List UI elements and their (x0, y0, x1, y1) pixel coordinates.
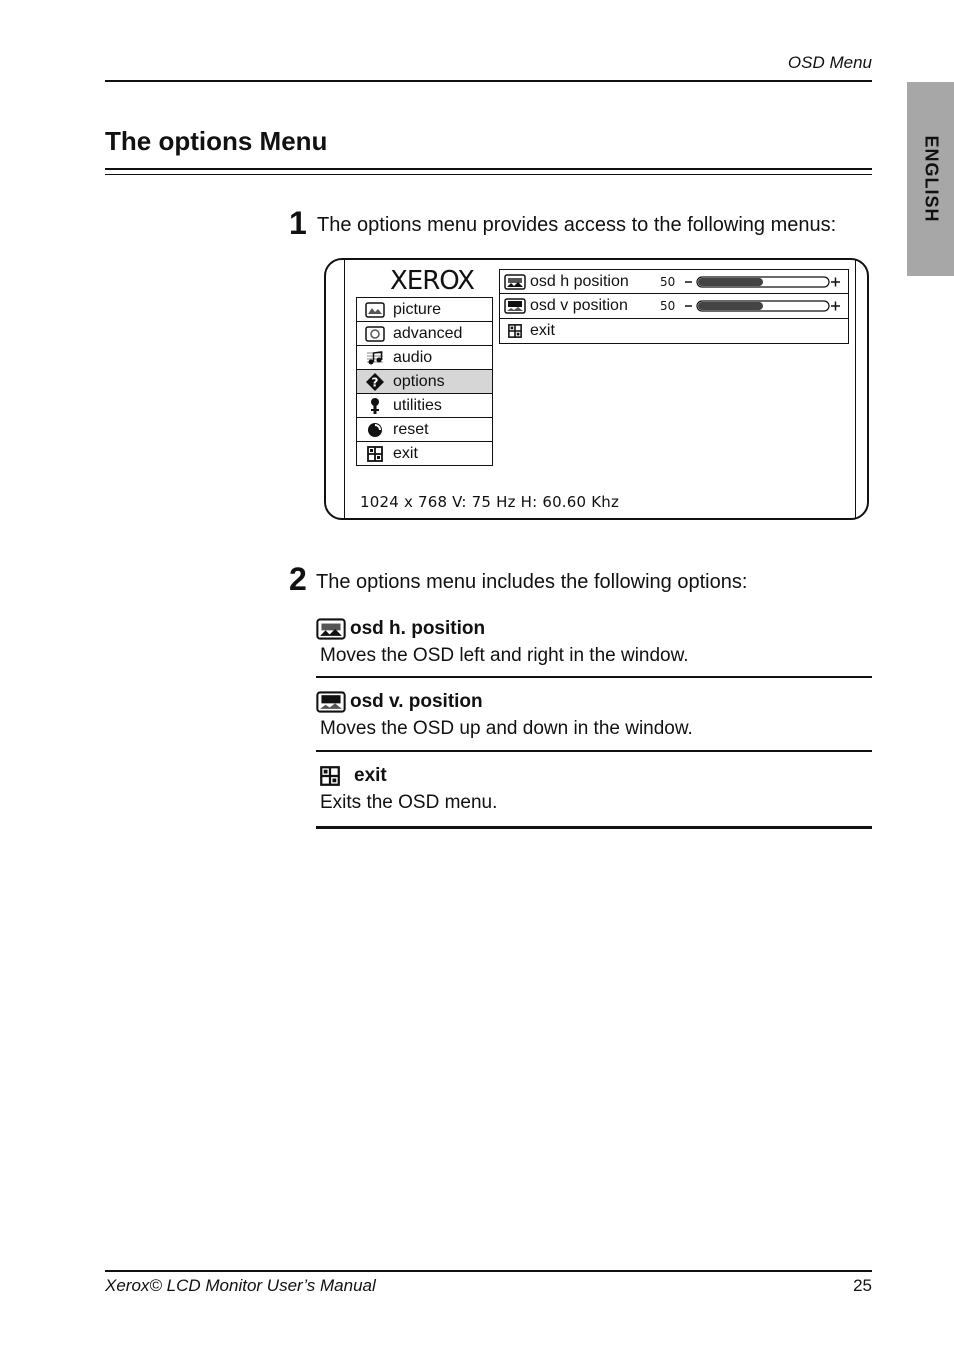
option-rule (316, 826, 872, 829)
menu-item-reset[interactable] (356, 418, 493, 442)
advanced-icon (357, 326, 393, 342)
menu-item-label: audio (393, 348, 433, 366)
title-rule-thin (105, 174, 872, 175)
step-2-text: The options menu includes the following options: (316, 571, 748, 593)
option-description: Moves the OSD up and down in the window. (320, 718, 693, 739)
footer-rule (105, 1270, 872, 1272)
option-title: osd h. position (350, 618, 486, 639)
menu-item-label: utilities (393, 396, 442, 414)
step-1-text: The options menu provides access to the following menus: (317, 214, 837, 236)
option-osd-v-position (316, 688, 872, 740)
slider-value: 50 (660, 299, 676, 313)
page-title: The options Menu (105, 126, 328, 156)
menu-item-label: advanced (393, 324, 463, 342)
exit-icon (316, 766, 354, 786)
step-1-number: 1 (289, 205, 307, 241)
menu-item-exit[interactable] (356, 442, 493, 466)
option-rule (316, 750, 872, 752)
osd-h-position-icon (500, 274, 530, 290)
svg-text:?: ? (371, 375, 379, 389)
menu-item-label: options (393, 372, 445, 390)
xerox-logo: XEROX (390, 266, 474, 296)
header-section-title: OSD Menu (787, 53, 872, 72)
osd-v-position-icon (500, 298, 530, 314)
menu-item-utilities[interactable] (356, 394, 493, 418)
option-description: Moves the OSD left and right in the window. (320, 645, 689, 666)
exit-icon (500, 324, 530, 338)
title-rule (105, 168, 872, 170)
menu-item-audio[interactable] (356, 346, 493, 370)
menu-item-label: reset (393, 420, 429, 438)
option-exit (316, 762, 872, 814)
utilities-icon (357, 397, 393, 415)
submenu-item-label: exit (530, 322, 555, 339)
language-tab-label: ENGLISH (921, 135, 941, 223)
osd-h-position-icon (316, 617, 350, 641)
step-2-number: 2 (289, 561, 307, 597)
osd-v-position-icon (316, 690, 350, 714)
menu-item-advanced[interactable] (356, 322, 493, 346)
option-rule (316, 676, 872, 678)
exit-icon (357, 446, 393, 462)
submenu-item-label: osd v position (530, 297, 628, 314)
header-rule (105, 80, 872, 82)
osd-main-menu (356, 297, 493, 466)
submenu-item-exit[interactable] (499, 319, 849, 344)
option-description: Exits the OSD menu. (320, 792, 498, 813)
h-position-slider[interactable] (685, 274, 840, 290)
osd-status-readout: 1024 x 768 V: 75 Hz H: 60.60 Khz (360, 493, 620, 511)
menu-item-options[interactable] (356, 370, 493, 394)
v-position-slider[interactable] (685, 298, 840, 314)
options-icon (357, 372, 393, 392)
slider-value: 50 (660, 275, 676, 289)
footer-manual-title: Xerox© LCD Monitor User’s Manual (105, 1276, 376, 1295)
menu-item-label: exit (393, 444, 418, 462)
menu-item-label: picture (393, 300, 442, 318)
option-osd-h-position (316, 615, 872, 667)
audio-icon (357, 350, 393, 366)
page-number: 25 (853, 1276, 872, 1295)
option-title: osd v. position (350, 691, 483, 712)
submenu-item-label: osd h position (530, 272, 629, 290)
submenu-item-osd-v-position[interactable] (499, 294, 849, 319)
picture-icon (357, 302, 393, 318)
menu-item-picture[interactable] (356, 297, 493, 322)
osd-options-submenu (499, 269, 849, 344)
option-title: exit (354, 765, 387, 786)
language-tab (907, 82, 954, 276)
submenu-item-osd-h-position[interactable] (499, 269, 849, 294)
reset-icon (357, 422, 393, 438)
